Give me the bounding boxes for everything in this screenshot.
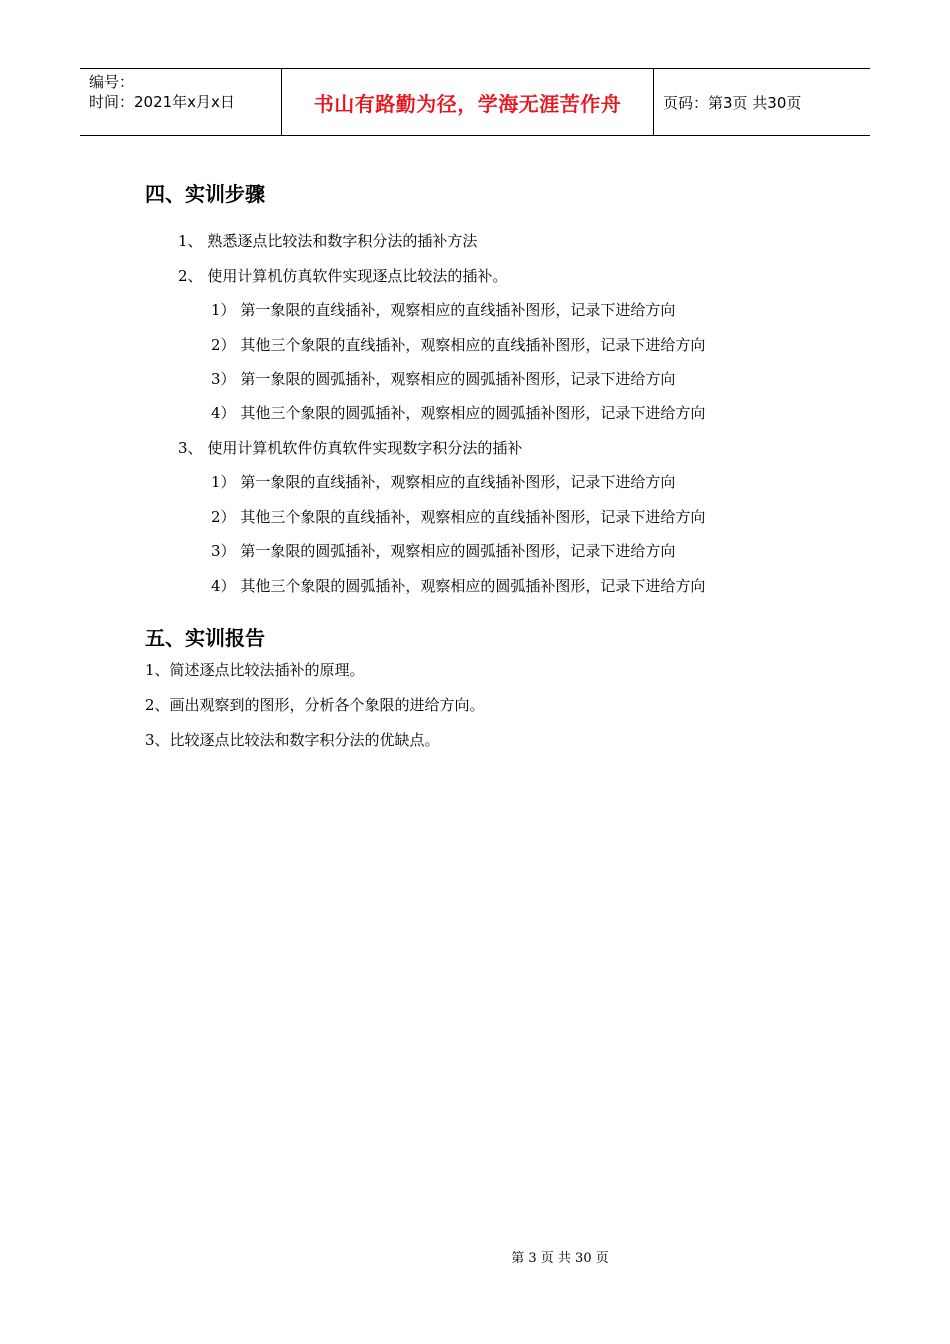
step-subitem: 3） 第一象限的圆弧插补，观察相应的圆弧插补图形，记录下进给方向 [211,542,676,560]
page-footer: 第 3 页 共 30 页 [511,1251,609,1266]
document-number-label: 编号： [89,73,135,91]
report-item: 2、画出观察到的图形，分析各个象限的进给方向。 [145,696,485,714]
step-subitem: 4） 其他三个象限的圆弧插补，观察相应的圆弧插补图形，记录下进给方向 [211,404,706,422]
document-time-label: 时间：2021年x月x日 [89,93,235,111]
header-motto-cell [281,69,654,135]
header-page-info-cell [654,69,870,135]
header-table [80,68,870,136]
step-subitem: 3） 第一象限的圆弧插补，观察相应的圆弧插补图形，记录下进给方向 [211,370,676,388]
step-subitem: 4） 其他三个象限的圆弧插补，观察相应的圆弧插补图形，记录下进给方向 [211,577,706,595]
report-item: 3、比较逐点比较法和数字积分法的优缺点。 [145,731,440,749]
step-subitem: 2） 其他三个象限的直线插补，观察相应的直线插补图形，记录下进给方向 [211,336,706,354]
header-motto: 书山有路勤为径，学海无涯苦作舟 [313,91,622,116]
step-item: 2、 使用计算机仿真软件实现逐点比较法的插补。 [178,267,508,285]
header-meta [80,69,281,135]
step-subitem: 1） 第一象限的直线插补，观察相应的直线插补图形，记录下进给方向 [211,301,676,319]
header-page-info: 页码：第3页 共30页 [663,93,802,112]
step-item: 3、 使用计算机软件仿真软件实现数字积分法的插补 [178,439,523,457]
report-item: 1、简述逐点比较法插补的原理。 [145,661,365,679]
step-subitem: 2） 其他三个象限的直线插补，观察相应的直线插补图形，记录下进给方向 [211,508,706,526]
step-item: 1、 熟悉逐点比较法和数字积分法的插补方法 [178,232,478,250]
section-5-title: 五、实训报告 [145,626,265,650]
step-subitem: 1） 第一象限的直线插补，观察相应的直线插补图形，记录下进给方向 [211,473,676,491]
section-4-title: 四、实训步骤 [145,182,265,206]
